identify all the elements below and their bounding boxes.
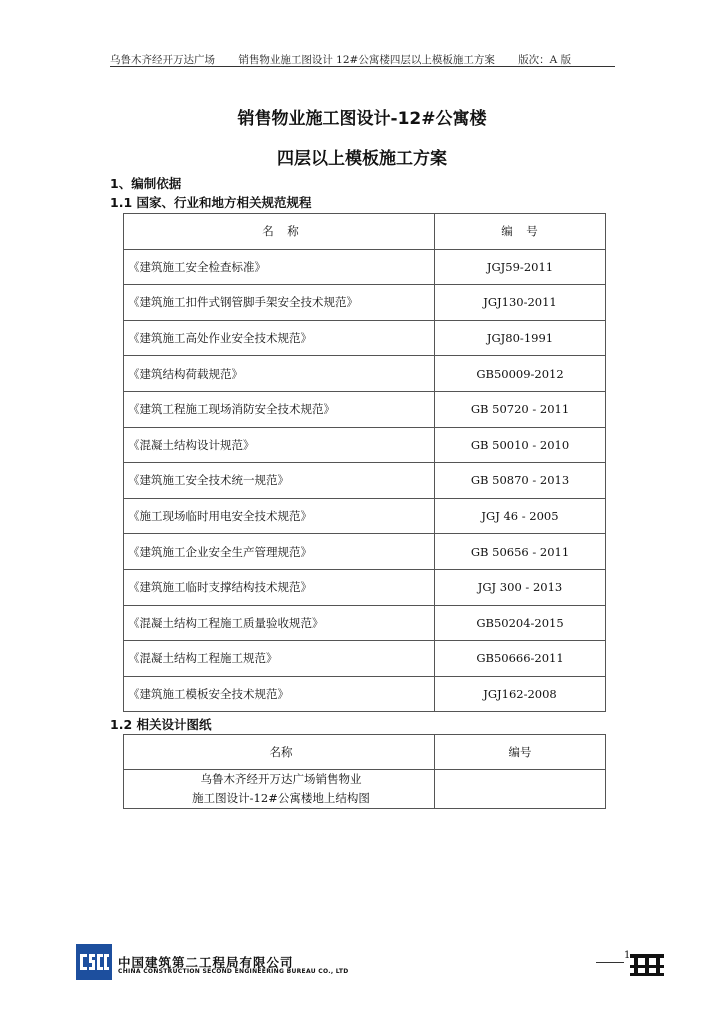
standard-code: GB 50656 - 2011 [435, 534, 606, 570]
standard-name: 《建筑施工高处作业安全技术规范》 [124, 320, 435, 356]
table-row [124, 427, 606, 463]
section-heading-drawings: 1.2 相关设计图纸 [110, 717, 212, 732]
standard-name: 《混凝土结构设计规范》 [124, 427, 435, 463]
table-row [124, 356, 606, 392]
standard-name: 《建筑施工安全技术统一规范》 [124, 463, 435, 499]
table-header-row [124, 214, 606, 250]
footer-company: 中国建筑第二工程局有限公司 [118, 955, 294, 970]
header-design: 销售物业施工图设计 12#公寓楼四层以上模板施工方案 [238, 54, 495, 66]
standard-name: 《建筑施工安全检查标准》 [124, 249, 435, 285]
table-row [124, 498, 606, 534]
page-number-line [596, 962, 624, 963]
table-row [124, 676, 606, 712]
column-header-name: 名 称 [124, 214, 435, 250]
table-row [124, 770, 606, 809]
table-row [124, 391, 606, 427]
standard-code: JGJ59-2011 [435, 249, 606, 285]
section-heading-basis: 1、编制依据 [110, 176, 182, 191]
table-row [124, 605, 606, 641]
table-row [124, 534, 606, 570]
standard-name: 《建筑施工临时支撑结构技术规范》 [124, 569, 435, 605]
standard-code: JGJ 46 - 2005 [435, 498, 606, 534]
standard-name: 《混凝土结构工程施工质量验收规范》 [124, 605, 435, 641]
drawing-name [124, 770, 435, 809]
standard-name: 《建筑施工扣件式钢管脚手架安全技术规范》 [124, 285, 435, 321]
column-header-code: 编号 [435, 735, 606, 770]
standard-code: GB 50720 - 2011 [435, 391, 606, 427]
table-row [124, 641, 606, 677]
section-heading-standards: 1.1 国家、行业和地方相关规范规程 [110, 195, 312, 210]
standard-code: JGJ130-2011 [435, 285, 606, 321]
header-project: 乌鲁木齐经开万达广场 [110, 54, 215, 66]
footer-company-english: CHINA CONSTRUCTION SECOND ENGINEERING BUREAU CO., LTD [118, 968, 349, 975]
standard-code: GB50666-2011 [435, 641, 606, 677]
standard-code: JGJ162-2008 [435, 676, 606, 712]
standard-name: 《施工现场临时用电安全技术规范》 [124, 498, 435, 534]
page-header [110, 52, 614, 67]
standard-code: GB50009-2012 [435, 356, 606, 392]
table-row [124, 463, 606, 499]
cscec-mark-icon [630, 954, 664, 976]
drawing-name-line1: 乌鲁木齐经开万达广场销售物业 [200, 772, 362, 786]
header-divider [110, 66, 615, 67]
cscec-logo-icon [76, 944, 112, 980]
drawings-table [123, 734, 606, 809]
standard-name: 《建筑施工企业安全生产管理规范》 [124, 534, 435, 570]
column-header-code: 编 号 [435, 214, 606, 250]
table-header-row [124, 735, 606, 770]
document-title-line2: 四层以上模板施工方案 [277, 149, 447, 169]
header-version: 版次：A 版 [518, 54, 572, 66]
table-row [124, 320, 606, 356]
standard-code: JGJ80-1991 [435, 320, 606, 356]
column-header-name: 名称 [124, 735, 435, 770]
document-title-line1: 销售物业施工图设计-12#公寓楼 [237, 109, 487, 129]
standard-code: GB 50010 - 2010 [435, 427, 606, 463]
standard-name: 《混凝土结构工程施工规范》 [124, 641, 435, 677]
standard-code: JGJ 300 - 2013 [435, 569, 606, 605]
standard-name: 《建筑施工模板安全技术规范》 [124, 676, 435, 712]
standard-code: GB 50870 - 2013 [435, 463, 606, 499]
page-number: 1 [624, 950, 631, 961]
table-row [124, 569, 606, 605]
table-row [124, 249, 606, 285]
standard-name: 《建筑结构荷载规范》 [124, 356, 435, 392]
drawing-code [435, 770, 606, 809]
standard-name: 《建筑工程施工现场消防安全技术规范》 [124, 391, 435, 427]
drawing-name-line2: 施工图设计-12#公寓楼地上结构图 [192, 791, 370, 805]
table-row [124, 285, 606, 321]
standard-code: GB50204-2015 [435, 605, 606, 641]
standards-table [123, 213, 606, 712]
